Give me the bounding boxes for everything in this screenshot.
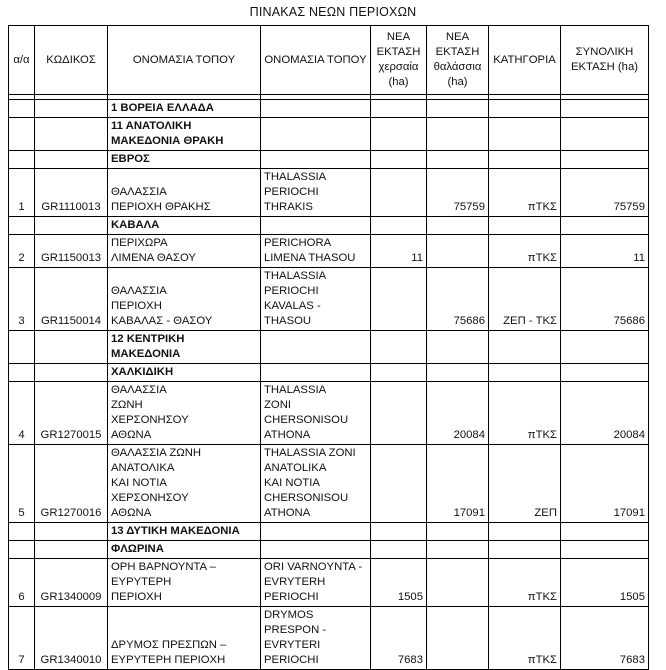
cell-category: πΤΚΣ [489, 607, 561, 670]
group-label: ΚΑΒΑΛΑ [108, 217, 261, 235]
cell-name-greek: ΟΡΗ ΒΑΡΝΟΥΝΤΑ – ΕΥΡΥΤΕΡΗ ΠΕΡΙΟΧΗ [108, 559, 261, 607]
group-label: ΕΒΡΟΣ [108, 151, 261, 169]
cell-total-area: 1505 [561, 559, 649, 607]
cell-sea-area [427, 235, 489, 268]
cell-total-area: 17091 [561, 445, 649, 523]
group-label: ΧΑΛΚΙΔΙΚΗ [108, 364, 261, 382]
group-row [9, 523, 649, 541]
cell-category: πΤΚΣ [489, 235, 561, 268]
cell-land-area [371, 169, 427, 217]
header-total-area: ΣΥΝΟΛΙΚΗ ΕΚΤΑΣΗ (ha) [561, 26, 649, 95]
header-code: ΚΩΔΙΚΟΣ [35, 26, 108, 95]
group-row [9, 151, 649, 169]
cell-category: πΤΚΣ [489, 559, 561, 607]
header-row [9, 26, 649, 95]
table-title: ΠΙΝΑΚΑΣ ΝΕΩΝ ΠΕΡΙΟΧΩΝ [249, 5, 417, 19]
cell-name-greek: ΘΑΛΑΣΣΙΑ ΠΕΡΙΟΧΗ ΚΑΒΑΛΑΣ - ΘΑΣΟΥ [108, 268, 261, 331]
cell-total-area: 7683 [561, 607, 649, 670]
group-row [9, 331, 649, 364]
cell-name-latin: THALASSIA ZONI CHERSONISOU ATHONA [261, 382, 371, 445]
cell-land-area: 11 [371, 235, 427, 268]
cell-name-latin: PERICHORA LIMENA THASOU [261, 235, 371, 268]
cell-aa: 6 [9, 559, 35, 607]
header-land-area: ΝΕΑ ΕΚΤΑΣΗ χερσαία (ha) [371, 26, 427, 95]
cell-name-greek: ΔΡΥΜΟΣ ΠΡΕΣΠΩΝ – ΕΥΡΥΤΕΡΗ ΠΕΡΙΟΧΗ [108, 607, 261, 670]
new-areas-table [8, 25, 649, 670]
cell-name-greek: ΘΑΛΑΣΣΙΑ ΠΕΡΙΟΧΗ ΘΡΑΚΗΣ [108, 169, 261, 217]
cell-total-area: 75759 [561, 169, 649, 217]
cell-name-greek: ΘΑΛΑΣΣΙΑ ΖΩΝΗ ΧΕΡΣΟΝΗΣΟΥ ΑΘΩΝΑ [108, 382, 261, 445]
cell-sea-area: 20084 [427, 382, 489, 445]
group-row [9, 217, 649, 235]
cell-sea-area [427, 559, 489, 607]
cell-category: πΤΚΣ [489, 382, 561, 445]
cell-land-area [371, 445, 427, 523]
cell-category: ΖΕΠ [489, 445, 561, 523]
cell-aa: 1 [9, 169, 35, 217]
group-label: 1 ΒΟΡΕΙΑ ΕΛΛΑΔΑ [108, 100, 261, 118]
cell-aa: 2 [9, 235, 35, 268]
table-row [9, 169, 649, 217]
header-sea-area: ΝΕΑ ΕΚΤΑΣΗ θαλάσσια (ha) [427, 26, 489, 95]
cell-land-area: 1505 [371, 559, 427, 607]
group-row [9, 364, 649, 382]
cell-sea-area: 17091 [427, 445, 489, 523]
cell-code: GR1340009 [35, 559, 108, 607]
cell-name-latin: THALASSIA ZONI ANATOLIKA KAI NOTIA CHERSONISOU ATHONA [261, 445, 371, 523]
cell-name-greek: ΠΕΡΙΧΩΡΑ ΛΙΜΕΝΑ ΘΑΣΟΥ [108, 235, 261, 268]
group-label: ΦΛΩΡΙΝΑ [108, 541, 261, 559]
table-row [9, 445, 649, 523]
header-aa: α/α [9, 26, 35, 95]
cell-aa: 3 [9, 268, 35, 331]
cell-code: GR1270015 [35, 382, 108, 445]
cell-land-area [371, 382, 427, 445]
cell-category: πΤΚΣ [489, 169, 561, 217]
table-row [9, 235, 649, 268]
cell-code: GR1110013 [35, 169, 108, 217]
cell-code: GR1270016 [35, 445, 108, 523]
group-label: 12 ΚΕΝΤΡΙΚΗ ΜΑΚΕΔΟΝΙΑ [108, 331, 261, 364]
cell-category: ΖΕΠ - ΤΚΣ [489, 268, 561, 331]
cell-code: GR1340010 [35, 607, 108, 670]
table-row [9, 559, 649, 607]
table-row [9, 382, 649, 445]
cell-name-latin: THALASSIA PERIOCHI KAVALAS - THASOU [261, 268, 371, 331]
group-row [9, 100, 649, 118]
cell-sea-area: 75686 [427, 268, 489, 331]
cell-land-area [371, 268, 427, 331]
header-name-latin: ΟΝΟΜΑΣΙΑ ΤΟΠΟΥ [261, 26, 371, 95]
cell-land-area: 7683 [371, 607, 427, 670]
header-name-greek: ΟΝΟΜΑΣΙΑ ΤΟΠΟΥ [108, 26, 261, 95]
cell-code: GR1150013 [35, 235, 108, 268]
table-row [9, 268, 649, 331]
cell-aa: 5 [9, 445, 35, 523]
cell-sea-area: 75759 [427, 169, 489, 217]
group-label: 13 ΔΥΤΙΚΗ ΜΑΚΕΔΟΝΙΑ [108, 523, 261, 541]
cell-total-area: 75686 [561, 268, 649, 331]
header-category: ΚΑΤΗΓΟΡΙΑ [489, 26, 561, 95]
cell-name-latin: THALASSIA PERIOCHI THRAKIS [261, 169, 371, 217]
cell-name-latin: ORI VARNOYNTA - EVRYTERH PERIOCHI [261, 559, 371, 607]
table-row [9, 607, 649, 670]
cell-total-area: 11 [561, 235, 649, 268]
cell-aa: 4 [9, 382, 35, 445]
group-label: 11 ΑΝΑΤΟΛΙΚΗ ΜΑΚΕΔΟΝΙΑ ΘΡΑΚΗ [108, 118, 261, 151]
cell-name-latin: DRYMOS PRESPON - EVRYTERI PERIOCHI [261, 607, 371, 670]
cell-total-area: 20084 [561, 382, 649, 445]
cell-aa: 7 [9, 607, 35, 670]
cell-sea-area [427, 607, 489, 670]
cell-name-greek: ΘΑΛΑΣΣΙΑ ΖΩΝΗ ΑΝΑΤΟΛΙΚΑ ΚΑΙ ΝΟΤΙΑ ΧΕΡΣΟΝΗΣΟΥ ΑΘΩΝΑ [108, 445, 261, 523]
group-row [9, 118, 649, 151]
cell-code: GR1150014 [35, 268, 108, 331]
group-row [9, 541, 649, 559]
